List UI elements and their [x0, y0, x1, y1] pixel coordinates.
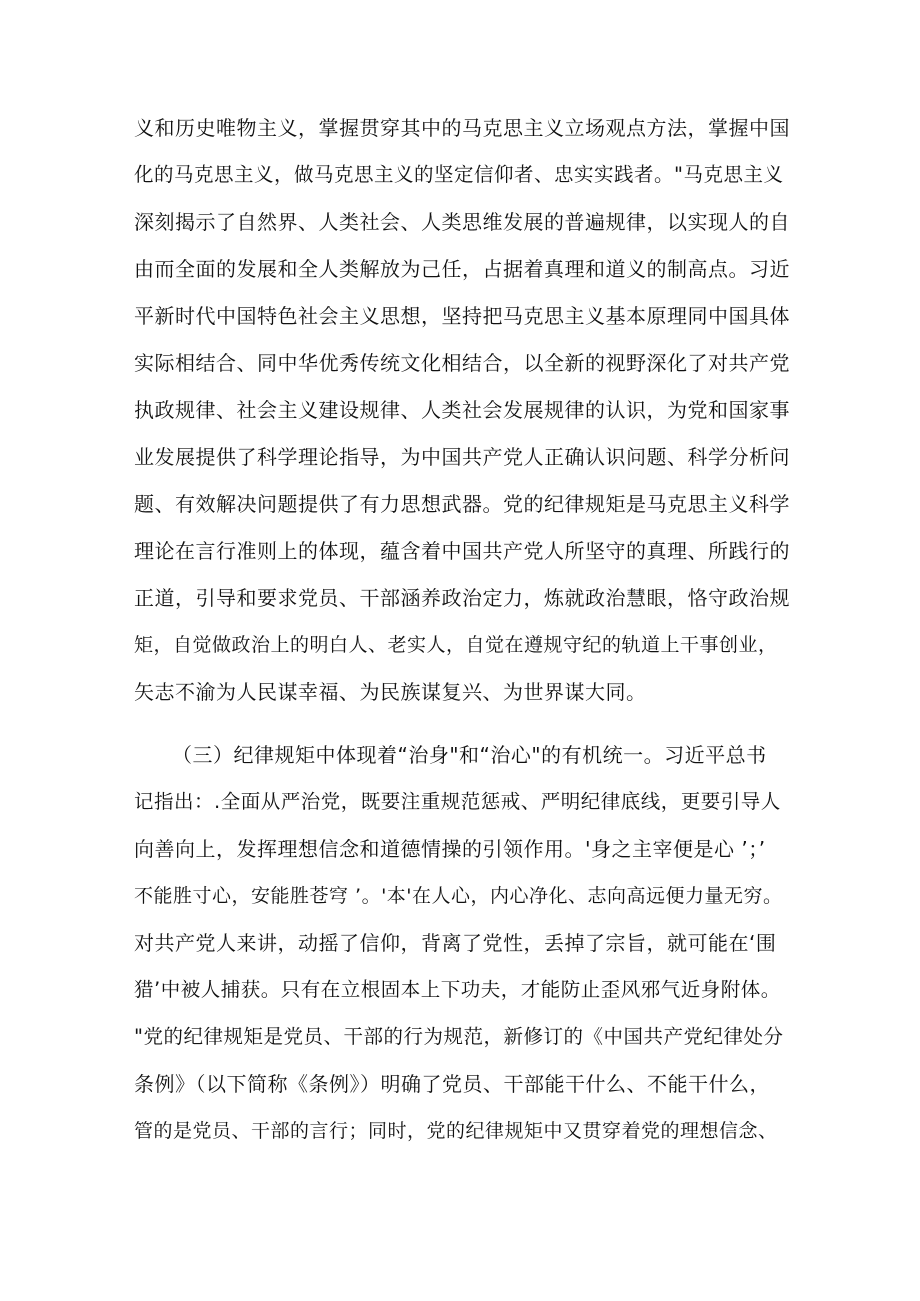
text-line: 正道，引导和要求党员、干部涵养政治定力，炼就政治慧眼，恪守政治规 — [134, 586, 790, 610]
text-line: 题、有效解决问题提供了有力思想武器。党的纪律规矩是马克思主义科学 — [134, 492, 790, 516]
text-line: 记指出：.全面从严治党，既要注重规范惩戒、严明纪律底线，更要引导人 — [134, 790, 781, 813]
text-line: 由而全面的发展和全人类解放为己任，占据着真理和道义的制高点。习近 — [134, 257, 790, 281]
text-line: 矩，自觉做政治上的明白人、老实人，自觉在遵规守纪的轨道上干事创业， — [134, 634, 778, 656]
text-line: 义和历史唯物主义，掌握贯穿其中的马克思主义立场观点方法，掌握中国 — [134, 116, 790, 140]
text-line: 矢志不渝为人民谋幸福、为民族谋复兴、为世界谋大同。 — [134, 680, 647, 704]
text-line: 对共产党人来讲，动摇了信仰，背离了党性，丢掉了宗旨，就可能在‘围 — [134, 931, 777, 955]
text-line: 条例》（以下简称《条例》）明确了党员、干部能干什么、不能干什么， — [134, 1072, 770, 1096]
text-line: 实际相结合、同中华优秀传统文化相结合，以全新的视野深化了对共产党 — [134, 351, 790, 375]
text-line: 业发展提供了科学理论指导，为中国共产党人正确认识问题、科学分析问 — [134, 445, 790, 469]
text-line: "党的纪律规矩是党员、干部的行为规范，新修订的《中国共产党纪律处分 — [134, 1025, 784, 1048]
text-line: （三）纪律规矩中体现着“治身"和“治心"的有机统一。习近平总书 — [172, 743, 767, 767]
text-line: 猎’中被人捕获。只有在立根固本上下功夫，才能防止歪风邪气近身附体。 — [134, 978, 781, 1001]
text-line: 管的是党员、干部的言行；同时，党的纪律规矩中又贯穿着党的理想信念、 — [134, 1120, 778, 1142]
text-line: 化的马克思主义，做马克思主义的坚定信仰者、忠实实践者。"马克思主义 — [134, 163, 784, 186]
text-line: 理论在言行准则上的体现，蕴含着中国共产党人所坚守的真理、所践行的 — [134, 539, 790, 563]
text-line: 向善向上，发挥理想信念和道德情操的引领作用。'身之主宰便是心 ’；’ — [134, 837, 766, 861]
text-line: 深刻揭示了自然界、人类社会、人类思维发展的普遍规律，以实现人的自 — [134, 210, 790, 234]
text-line: 执政规律、社会主义建设规律、人类社会发展规律的认识，为党和国家事 — [134, 398, 790, 422]
text-line: 平新时代中国特色社会主义思想，坚持把马克思主义基本原理同中国具体 — [134, 304, 790, 328]
text-line: 不能胜寸心，安能胜苍穹 ’。'本'在人心，内心净化、志向高远便力量无穷。 — [134, 885, 783, 907]
